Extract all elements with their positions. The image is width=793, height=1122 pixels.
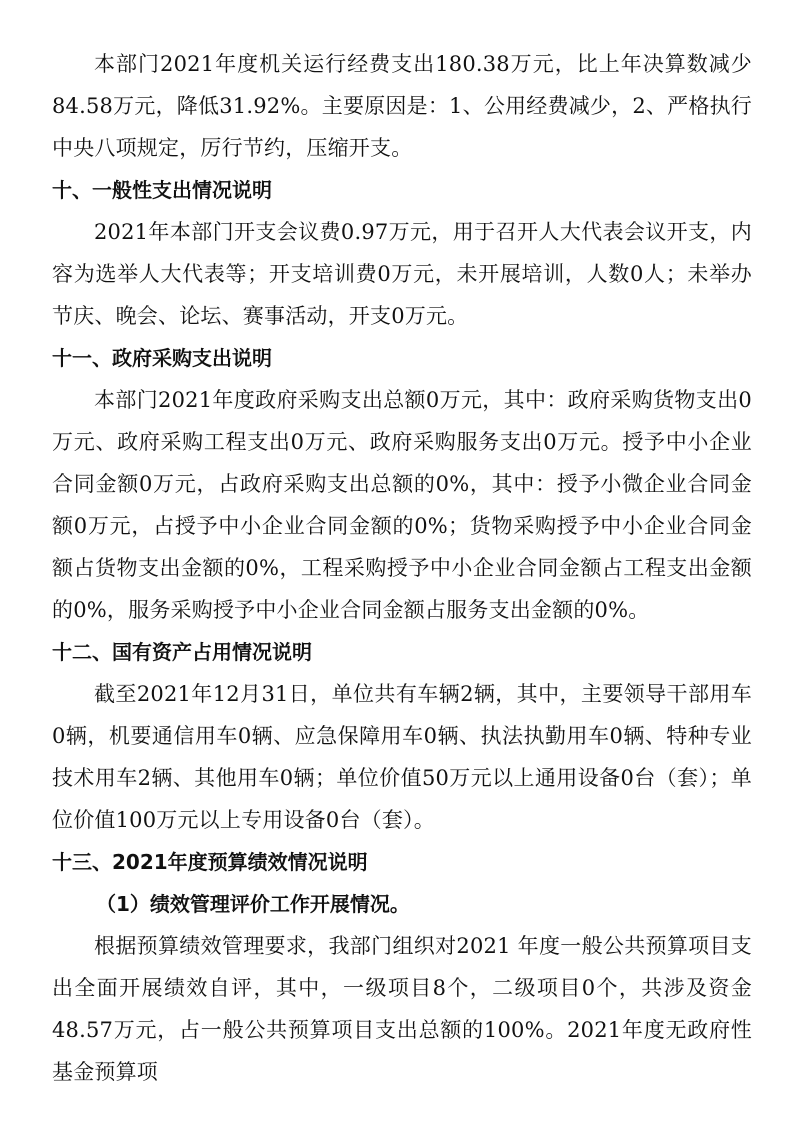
heading-government-procurement: 十一、政府采购支出说明 [52, 346, 272, 370]
heading-budget-performance: 十三、2021年度预算绩效情况说明 [52, 850, 368, 874]
heading-state-assets: 十二、国有资产占用情况说明 [52, 640, 312, 664]
paragraph-performance-evaluation: 根据预算绩效管理要求，我部门组织对2021 年度一般公共预算项目支出全面开展绩效自评，其中，一级项目8个，二级项目0个，共涉及资金48.57万元，占一般公共预算项目支出总额的100%。2021年度无政府性基金预算项 [52, 934, 752, 1084]
heading-general-expenditure: 十、一般性支出情况说明 [52, 178, 272, 202]
subheading-performance-evaluation: （1）绩效管理评价工作开展情况。 [96, 892, 410, 916]
document-page [52, 43, 752, 1093]
paragraph-general-expenditure: 2021年本部门开支会议费0.97万元，用于召开人大代表会议开支，内容为选举人大代表等；开支培训费0万元，未开展培训，人数0人；未举办节庆、晚会、论坛、赛事活动，开支0万元。 [52, 220, 752, 328]
paragraph-state-assets: 截至2021年12月31日，单位共有车辆2辆，其中，主要领导干部用车0辆，机要通信用车0辆、应急保障用车0辆、执法执勤用车0辆、特种专业技术用车2辆、其他用车0辆；单位价值50万元以上通用设备0台（套）；单位价值100万元以上专用设备0台（套）。 [52, 682, 752, 832]
paragraph-government-procurement: 本部门2021年度政府采购支出总额0万元，其中：政府采购货物支出0 万元、政府采购工程支出0万元、政府采购服务支出0万元。授予中小企业合同金额0万元，占政府采购支出总额的0%，其中：授予小微企业合同金额0万元，占授予中小企业合同金额的0%；货物采购授予中小企业合同金额占货物支出金额的0%，工程采购授予中小企业合同金额占工程支出金额的0%，服务采购授予中小企业合同金额占服务支出金额的0%。 [52, 388, 752, 622]
paragraph-operating-expenses: 本部门2021年度机关运行经费支出180.38万元，比上年决算数减少84.58万元，降低31.92%。主要原因是：1、公用经费减少，2、严格执行中央八项规定，厉行节约，压缩开支。 [52, 52, 752, 160]
